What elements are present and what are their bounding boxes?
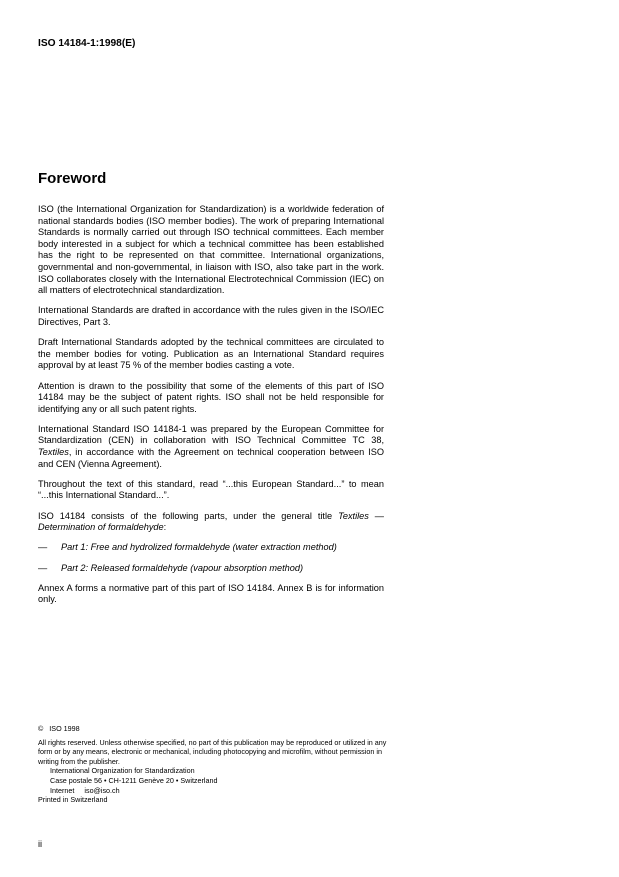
- paragraph-parts-intro: [38, 511, 384, 534]
- internet-line: [50, 786, 398, 796]
- paragraph-throughout: Throughout the text of this standard, read “...this European Standard...” to mean “...this International Standard...”.: [38, 478, 384, 501]
- paragraph-prepared-by: [38, 424, 384, 470]
- parts-intro-start: ISO 14184 consists of the following parts, under the general title: [38, 510, 339, 521]
- paragraph-drafting-rules: International Standards are drafted in accordance with the rules given in the ISO/IEC Directives, Part 3.: [38, 305, 384, 327]
- copyright-line: [38, 724, 398, 734]
- copyright-year: ISO 1998: [49, 724, 80, 733]
- dash-marker: —: [38, 542, 48, 553]
- paragraph-patent-rights: Attention is drawn to the possibility that some of the elements of this part of ISO 14184 may be the subject of patent rights. ISO shall not be held responsible for identifying any or all such patent rights.: [38, 380, 384, 414]
- page-number: ii: [38, 839, 43, 849]
- paragraph-voting: Draft International Standards adopted by the technical committees are circulated to the member bodies for voting. Publication as an International Standard requires approval by at least 75 % of the member bodies casting a vote.: [38, 337, 384, 371]
- parts-general-title: Textiles — Determination of formaldehyde: [38, 510, 384, 533]
- list-item: [38, 542, 384, 554]
- document-id-header: ISO 14184-1:1998(E): [38, 38, 136, 49]
- prepared-text-end: , in accordance with the Agreement on technical cooperation between ISO and CEN (Vienna Agreement).: [38, 447, 384, 469]
- printed-in: Printed in Switzerland: [38, 795, 108, 805]
- copyright-symbol: ©: [38, 724, 44, 733]
- email-address: iso@iso.ch: [84, 785, 120, 795]
- part-2-title: Part 2: Released formaldehyde (vapour absorption method): [61, 562, 304, 573]
- copyright-footer: [38, 724, 398, 805]
- paragraph-annex: Annex A forms a normative part of this part of ISO 14184. Annex B is for information only.: [38, 582, 384, 605]
- organization-address: [38, 766, 398, 795]
- rights-notice: All rights reserved. Unless otherwise specified, no part of this publication may be reproduced or utilized in any form or by any means, electronic or mechanical, including photocopying and microfilm, without permission in writing from the publisher.: [38, 737, 387, 766]
- prepared-committee-name: Textiles: [38, 447, 69, 458]
- parts-intro-end: :: [163, 522, 167, 533]
- internet-label: Internet: [50, 785, 75, 795]
- organization-name: International Organization for Standardization: [50, 766, 195, 776]
- list-item: [38, 563, 384, 575]
- prepared-text-start: International Standard ISO 14184-1 was prepared by the European Committee for Standardization (CEN) in collaboration with ISO Technical Committee TC 38,: [38, 423, 384, 446]
- page-title: Foreword: [38, 170, 107, 187]
- postal-address: Case postale 56 • CH-1211 Genève 20 • Switzerland: [50, 775, 218, 785]
- part-1-title: Part 1: Free and hydrolized formaldehyde (water extraction method): [61, 542, 337, 553]
- foreword-body: [38, 204, 384, 615]
- paragraph-iso-intro: ISO (the International Organization for Standardization) is a worldwide federation of national standards bodies (ISO member bodies). The work of preparing International Standards is normally carried out through ISO technical committees. Each member body interested in a subject for which a technical committee has been established has the right to be represented on that committee. International organizations, governmental and non-governmental, in liaison with ISO, also take part in the work. ISO collaborates closely with the International Electrotechnical Commission (IEC) on all matters of electrotechnical standardization.: [38, 204, 384, 296]
- dash-marker: —: [38, 562, 48, 573]
